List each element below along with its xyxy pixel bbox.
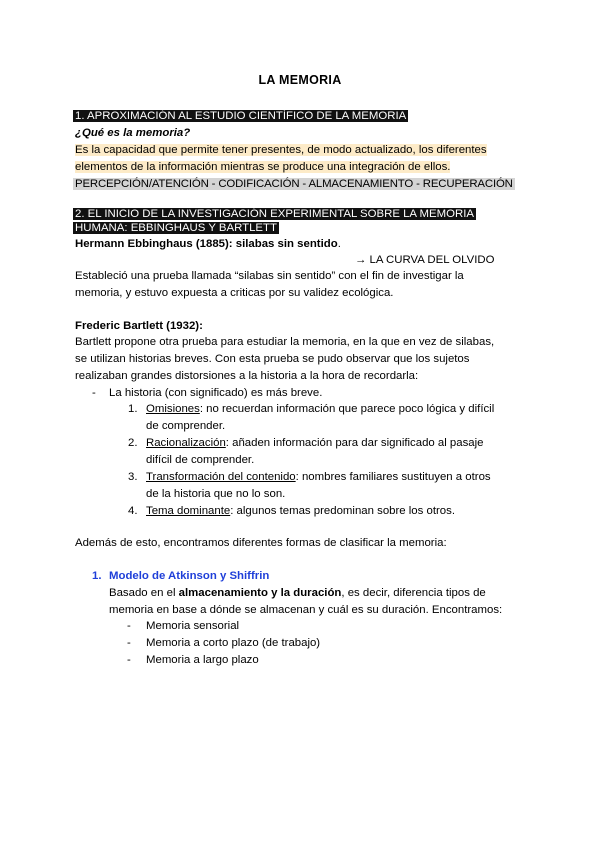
item-2-text: : añaden información para dar significado al pasaje <box>225 437 484 449</box>
model-text-line-1 <box>109 585 486 602</box>
item-1-term: Omisiones <box>146 403 200 415</box>
definition-line-2 <box>75 159 450 176</box>
ebbinghaus-title: Hermann Ebbinghaus (1885): silabas sin sentido <box>75 238 338 250</box>
item-2-line-2: difícil de comprender. <box>146 454 255 466</box>
bartlett-text-line-3: realizaban grandes distorsiones a la historia a la hora de recordarla: <box>75 370 419 382</box>
memory-type-short-term: Memoria a corto plazo (de trabajo) <box>146 637 321 649</box>
definition-text-1: Es la capacidad que permite tener presentes, de modo actualizado, los diferentes <box>75 144 487 156</box>
item-2-term: Racionalización <box>146 437 226 449</box>
ebbinghaus-dot: . <box>337 238 341 250</box>
item-1-text: : no recuerdan información que parece poco lógica y difícil <box>199 403 495 415</box>
item-2-line-1 <box>146 435 484 452</box>
model-text-bold: almacenamiento y la duración <box>178 587 342 599</box>
model-title: Modelo de Atkinson y Shiffrin <box>109 570 270 582</box>
item-4-text: : algunos temas predominan sobre los otros. <box>230 505 455 517</box>
bullet-dash: - <box>92 387 96 399</box>
model-number: 1. <box>92 570 102 582</box>
memory-question: ¿Qué es la memoria? <box>75 127 191 139</box>
item-3-term: Transformación del contenido <box>146 471 296 483</box>
item-3-line-1 <box>146 469 491 486</box>
definition-text-2: elementos de la información mientras se produce una integración de ellos. <box>75 161 451 173</box>
section-1-heading-text: 1. APROXIMACIÓN AL ESTUDIO CIENTÍFICO DE LA MEMORIA <box>75 110 407 122</box>
item-3-line-2: de la historia que no lo son. <box>146 488 286 500</box>
definition-line-1 <box>75 142 487 159</box>
section-2-heading-text-2: HUMANA: EBBINGHAUS Y BARTLETT <box>75 222 277 234</box>
classification-intro: Además de esto, encontramos diferentes formas de clasificar la memoria: <box>75 537 447 549</box>
model-text-post: , es decir, diferencia tipos de <box>341 587 486 599</box>
model-text-line-2: memoria en base a dónde se almacenan y cuál es su duración. Encontramos: <box>109 604 503 616</box>
memory-type-dash-3: - <box>127 654 131 666</box>
item-1-line-2: de comprender. <box>146 420 226 432</box>
item-4-number: 4. <box>128 505 138 517</box>
item-3-text: : nombres familiares sustituyen a otros <box>295 471 491 483</box>
ebbinghaus-text-line-1: Estableció una prueba llamada “silabas sin sentido” con el fin de investigar la <box>75 270 464 282</box>
memory-type-long-term: Memoria a largo plazo <box>146 654 259 666</box>
section-2-heading-line-2 <box>75 220 279 237</box>
item-2-number: 2. <box>128 437 138 449</box>
memory-type-dash-1: - <box>127 620 131 632</box>
bartlett-text-line-2: se utilizan historias breves. Con esta prueba se pudo observar que los sujetos <box>75 353 470 365</box>
item-1-number: 1. <box>128 403 138 415</box>
bullet-story-shorter: La historia (con significado) es más breve. <box>109 387 323 399</box>
ebbinghaus-heading <box>75 236 341 253</box>
memory-type-sensory: Memoria sensorial <box>146 620 240 632</box>
memory-phases-text: PERCEPCIÓN/ATENCIÓN - CODIFICACIÓN - ALMACENAMIENTO - RECUPERACIÓN <box>75 178 513 190</box>
ebbinghaus-text-line-2: memoria, y estuvo expuesta a criticas por su validez ecológica. <box>75 287 394 299</box>
memory-phases <box>75 176 515 193</box>
bartlett-text-line-1: Bartlett propone otra prueba para estudiar la memoria, en la que en vez de silabas, <box>75 336 495 348</box>
item-3-number: 3. <box>128 471 138 483</box>
model-text-pre: Basado en el <box>109 587 179 599</box>
item-4-line-1 <box>146 503 455 520</box>
forgetting-curve-note: → LA CURVA DEL OLVIDO <box>355 254 495 266</box>
page-title: LA MEMORIA <box>258 73 342 87</box>
item-4-term: Tema dominante <box>146 505 231 517</box>
bartlett-heading: Frederic Bartlett (1932): <box>75 320 203 332</box>
item-1-line-1 <box>146 401 494 418</box>
section-2-heading-text-1: 2. EL INICIO DE LA INVESTIGACIÓN EXPERIMENTAL SOBRE LA MEMORIA <box>75 208 474 220</box>
memory-type-dash-2: - <box>127 637 131 649</box>
section-1-heading <box>75 108 408 125</box>
